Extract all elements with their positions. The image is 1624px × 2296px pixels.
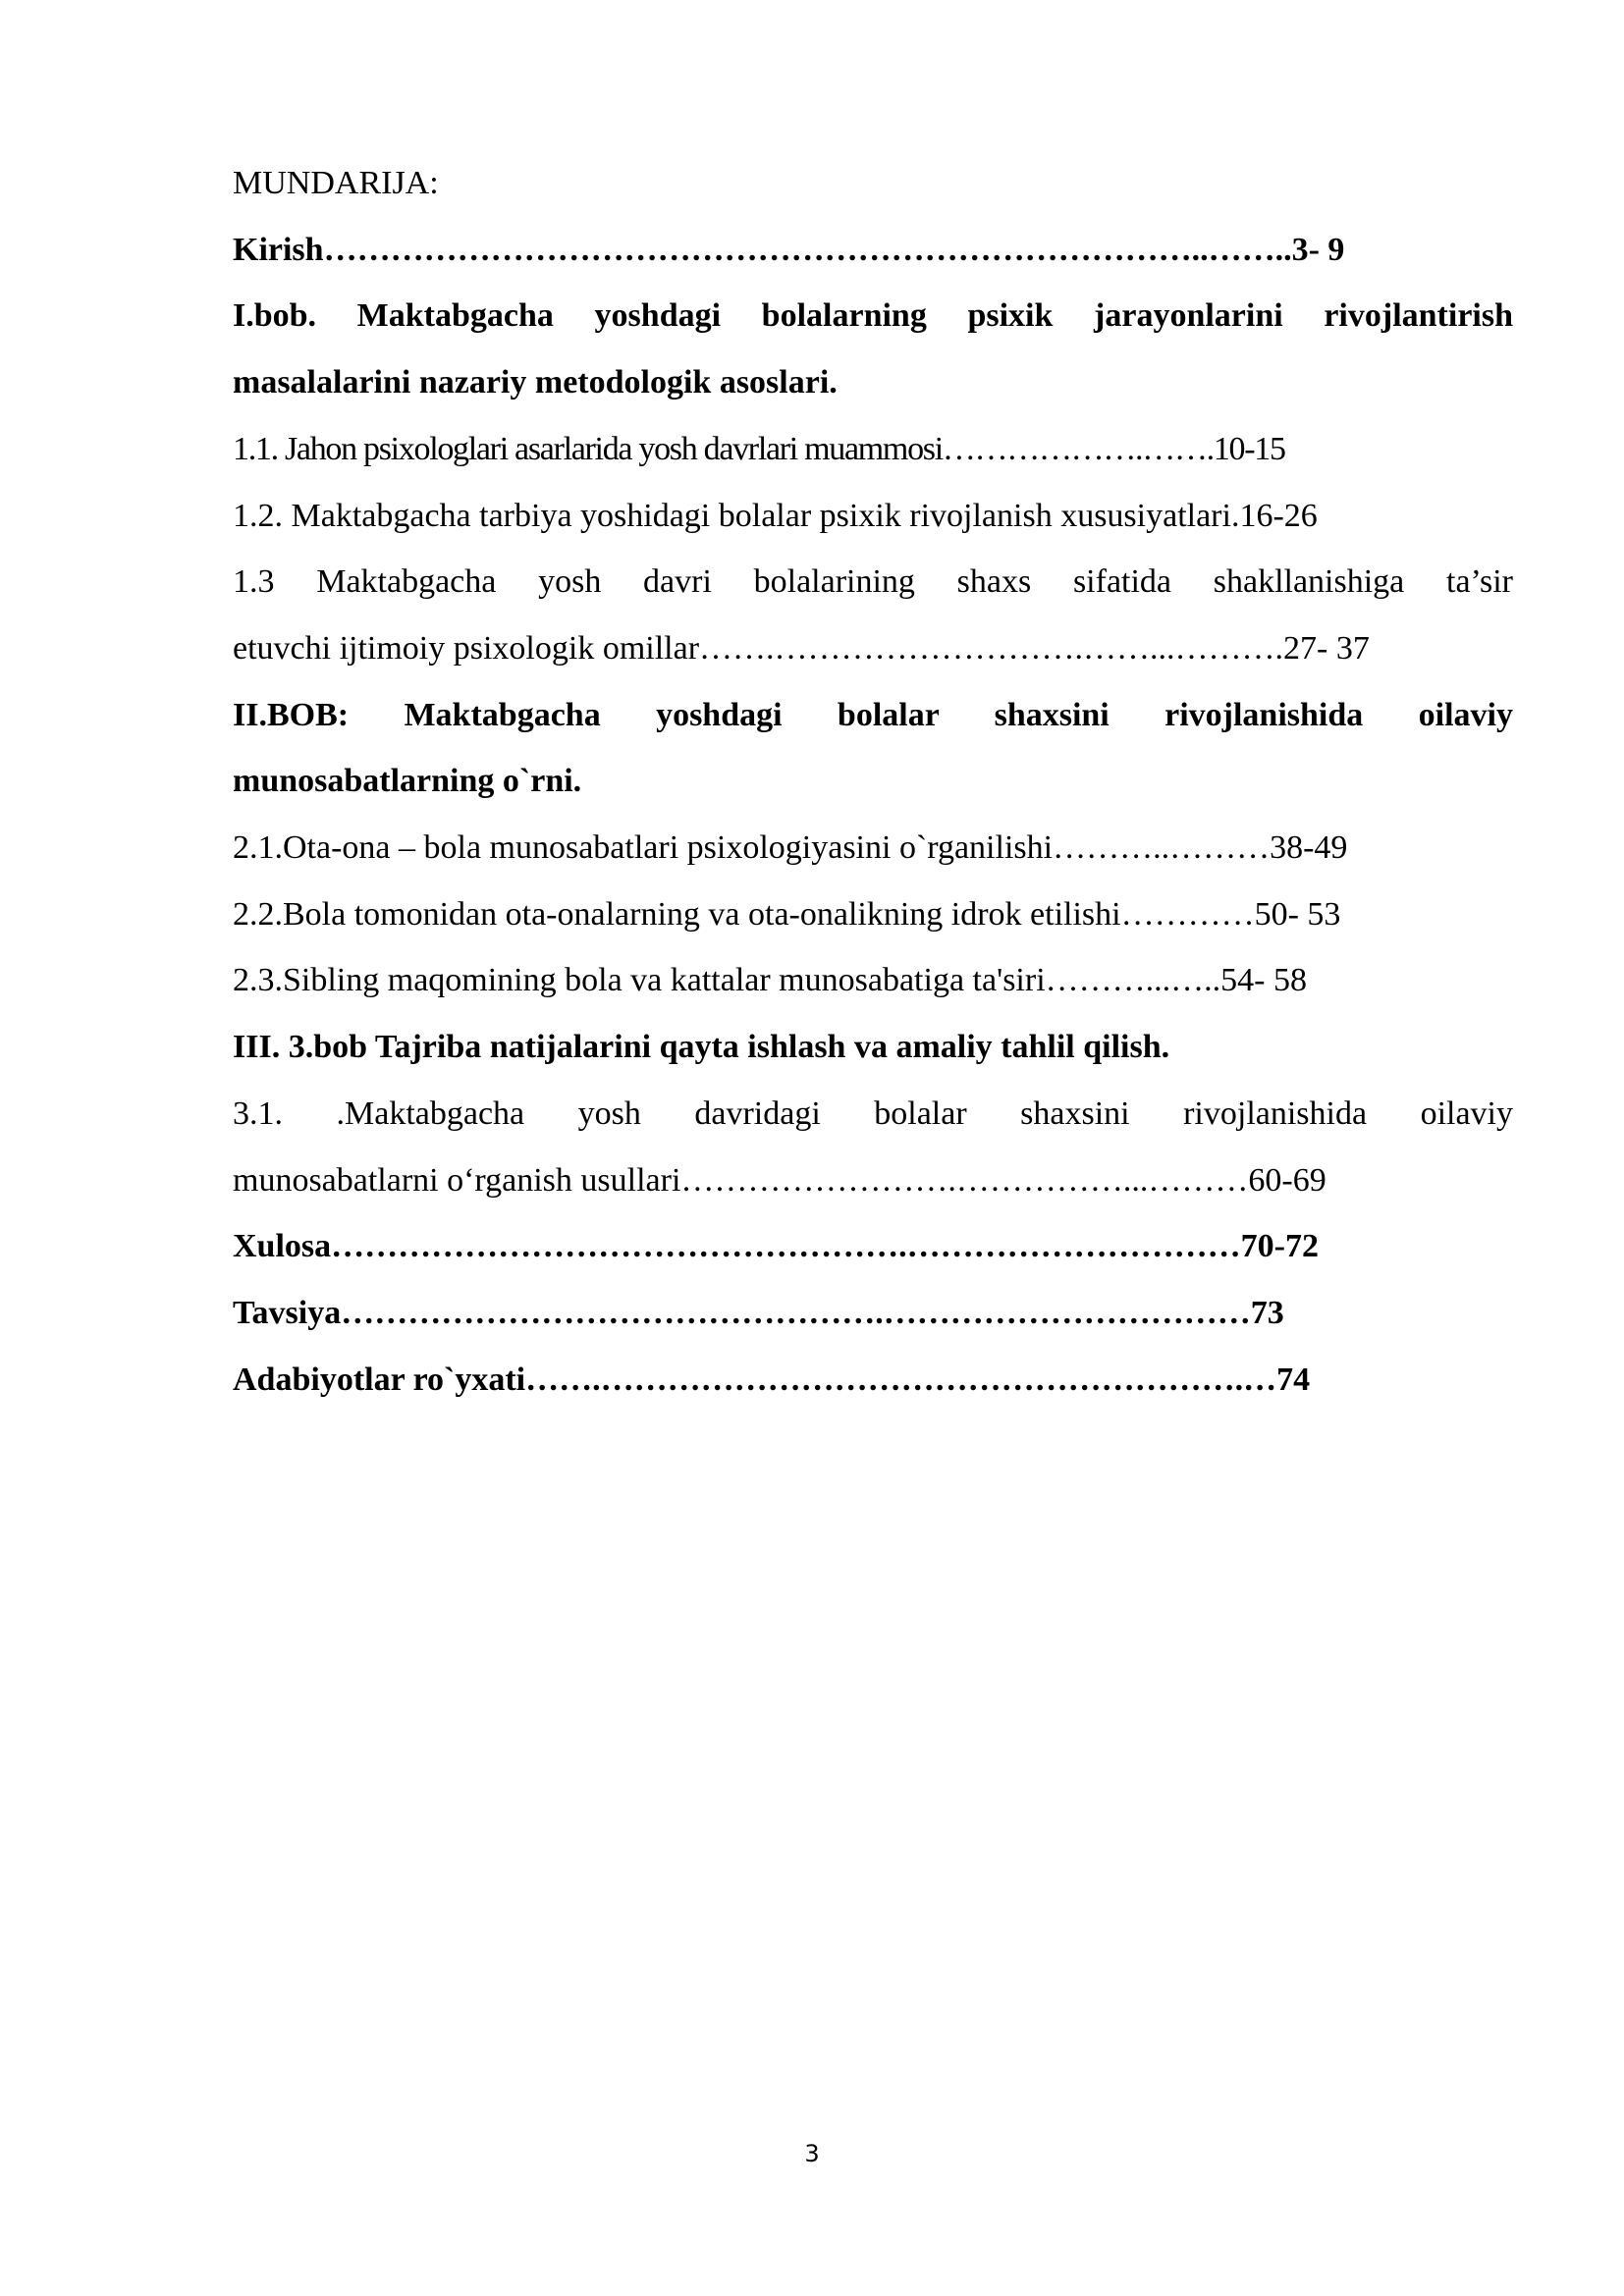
toc-entry-2-3: 2.3.Sibling maqomining bola va kattalar munosabatiga ta'siri………...…..54- 58 [233,962,1307,999]
toc-entry-1-3-line-1: 1.3 Maktabgacha yosh davri bolalarining shaxs sifatida shakllanishiga ta’sir [233,563,1513,601]
toc-entry-xulosa: Xulosa…………………………………………….…………………………70-72 [233,1228,1319,1265]
toc-chapter-2-title-line-1: II.BOB: Maktabgacha yoshdagi bolalar shaxsini rivojlanishida oilaviy [233,696,1513,733]
toc-entry-1-2: 1.2. Maktabgacha tarbiya yoshidagi bolalar psixik rivojlanish xususiyatlari.16-26 [233,497,1318,534]
toc-heading: MUNDARIJA: [233,165,439,201]
toc-entry-kirish: Kirish……………………………………………………………………..……..3- 9 [233,231,1345,268]
toc-chapter-2-title-line-2: munosabatlarning o`rni. [233,763,582,800]
toc-entry-tavsiya: Tavsiya………………………………………….……………………………73 [233,1294,1284,1331]
toc-entry-1-3-line-2: etuvchi ijtimoiy psixologik omillar…….……………………….……...……….27- 37 [233,629,1370,667]
toc-entry-3-1-line-2: munosabatlarni o‘rganish usullari…………………….……………...………60-69 [233,1161,1326,1199]
toc-chapter-3-title: III. 3.bob Tajriba natijalarini qayta ishlash va amaliy tahlil qilish. [233,1029,1170,1066]
toc-entry-1-1: 1.1. Jahon psixologlari asarlarida yosh davrlari muammosi……………….…….10-15 [233,430,1285,467]
toc-entry-2-1: 2.1.Ota-ona – bola munosabatlari psixologiyasini o`rganilishi………..………38-49 [233,829,1348,867]
table-of-contents [233,150,1513,1413]
toc-entry-3-1-line-1: 3.1. .Maktabgacha yosh davridagi bolalar shaxsini rivojlanishida oilaviy [233,1095,1513,1132]
toc-chapter-1-title-line-1: I.bob. Maktabgacha yoshdagi bolalarning psixik jarayonlarini rivojlantirish [233,297,1513,335]
toc-entry-adabiyotlar: Adabiyotlar ro`yxati…….………………………………………………….…74 [233,1361,1311,1398]
toc-chapter-1-title-line-2: masalalarini nazariy metodologik asoslari. [233,364,838,401]
toc-entry-2-2: 2.2.Bola tomonidan ota-onalarning va ota-onalikning idrok etilishi…………50- 53 [233,895,1341,933]
page-number: 3 [804,2140,820,2167]
